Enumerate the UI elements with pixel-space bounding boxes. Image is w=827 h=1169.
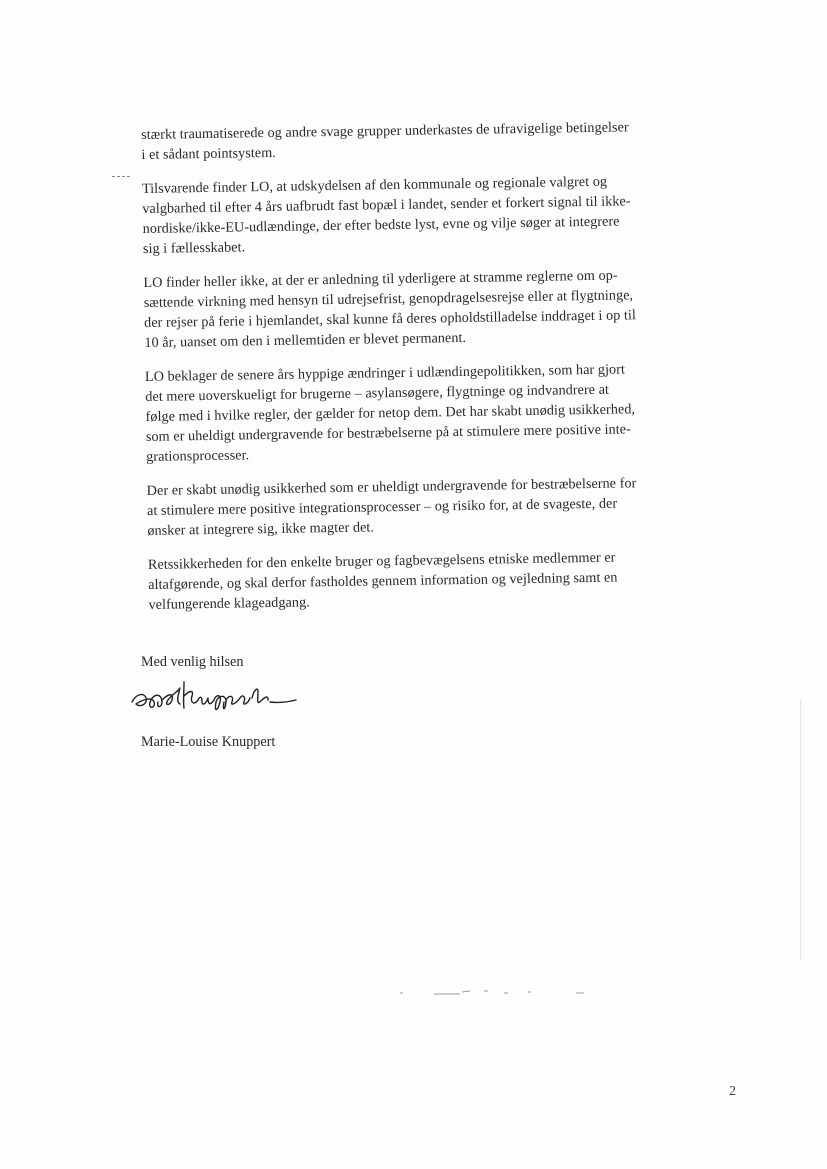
paragraph-retssikkerhed [148, 547, 679, 615]
text-line: stærkt traumatiserede og andre svage grupper underkastes de ufravigelige betingelser [141, 119, 629, 143]
text-line: Retssikkerheden for den enkelte bruger og fagbevægelsens etniske medlemmer er [147, 549, 616, 573]
text-line: ønsker at integrere sig, ikke magter det. [147, 519, 375, 539]
text-line: 10 år, uanset om den i mellemtiden er blevet permanent. [144, 329, 467, 351]
text-line: altafgørende, og skal derfor fastholdes gennem information og vejledning samt en [148, 569, 618, 593]
text-line: der rejser på ferie i hjemlandet, skal kunne få deres opholdstilladelse inddraget i op til [143, 307, 637, 331]
paragraph-usikkerhed [147, 473, 678, 541]
text-line: LO finder heller ikke, at der er anledning til yderligere at stramme reglerne om op- [143, 267, 618, 291]
text-line: LO beklager de senere års hyppige ændringer i udlændingepolitikken, som har gjort [144, 361, 626, 385]
paragraph-valgret [142, 171, 673, 259]
scan-edge-artifact [800, 700, 805, 960]
text-line: nordiske/ikke-EU-udlændinge, der efter bedste lyst, evne og vilje søger at integrere [142, 213, 620, 237]
paragraph-pointsystem [141, 117, 672, 165]
margin-mark [112, 176, 130, 178]
text-line: det mere uoverskueligt for brugerne – asylansøgere, flygtninge og indvandrere at [145, 381, 610, 405]
paragraph-udlaendingepolitik [145, 359, 677, 467]
letter-body [141, 117, 679, 629]
text-line: sig i fællesskabet. [142, 239, 246, 257]
closing-salutation: Med venlig hilsen [141, 654, 244, 670]
text-line: at stimulere mere positive integrationsprocesser – og risiko for, at de svageste, der [146, 495, 618, 519]
handwritten-signature [128, 672, 308, 722]
scan-artifact [400, 989, 590, 997]
text-line: som er uheldigt undergravende for bestræbelserne på at stimulere mere positive inte- [145, 421, 631, 445]
signer-name: Marie-Louise Knuppert [141, 734, 276, 750]
text-line: i et sådant pointsystem. [141, 144, 276, 163]
text-line: Tilsvarende finder LO, at udskydelsen af den kommunale og regionale valgret og [141, 173, 608, 197]
text-line: følge med i hvilke regler, der gælder for netop dem. Det har skabt unødig usikkerhed, [145, 401, 636, 425]
text-line: grationsprocesser. [146, 447, 250, 465]
text-line: velfungerende klageadgang. [148, 594, 310, 613]
text-line: valgbarhed til efter 4 års uafbrudt fast bopæl i landet, sender et forkert signal til ikke- [142, 193, 631, 217]
paragraph-opsaettende-virkning [143, 265, 674, 353]
text-line: Der er skabt unødig usikkerhed som er uheldigt undergravende for bestræbelserne for [146, 475, 637, 499]
page-number: 2 [729, 1084, 736, 1099]
text-line: sættende virkning med hensyn til udrejsefrist, genopdragelsesrejse eller at flygtninge, [143, 287, 634, 311]
